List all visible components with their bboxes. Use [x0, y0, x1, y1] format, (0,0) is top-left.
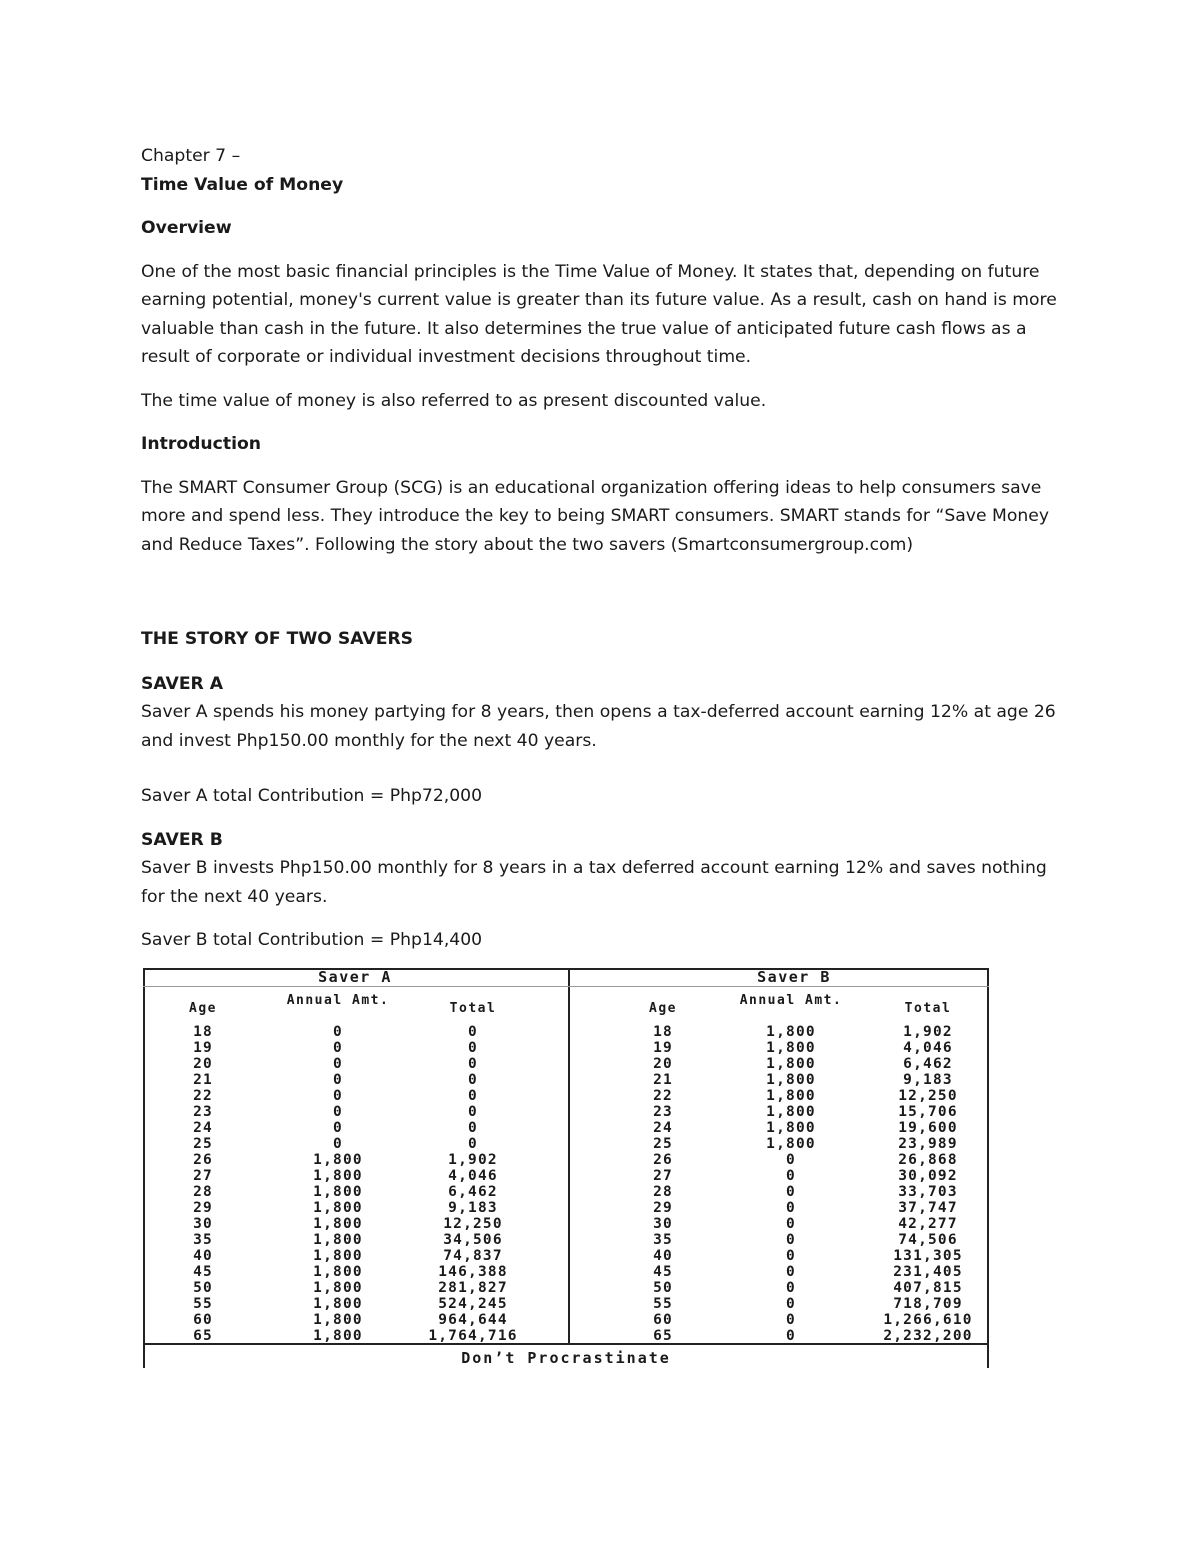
table-row — [143, 1328, 989, 1344]
cell-age-a: 30 — [193, 1216, 213, 1232]
cell-total-a: 0 — [468, 1024, 478, 1040]
cell-age-a: 60 — [193, 1312, 213, 1328]
cell-total-a: 0 — [468, 1040, 478, 1056]
table-row — [143, 1296, 989, 1312]
chapter-label: Chapter 7 – — [141, 146, 241, 166]
cell-total-b: 33,703 — [898, 1184, 958, 1200]
saver-a-total: Saver A total Contribution = Php72,000 — [141, 786, 483, 806]
cell-age-a: 23 — [193, 1104, 213, 1120]
cell-age-a: 21 — [193, 1072, 213, 1088]
cell-annual-b: 1,800 — [766, 1024, 816, 1040]
cell-total-b: 131,305 — [893, 1248, 963, 1264]
table-row — [143, 1088, 989, 1104]
cell-total-b: 4,046 — [903, 1040, 953, 1056]
cell-total-b: 19,600 — [898, 1120, 958, 1136]
cell-annual-a: 1,800 — [313, 1184, 363, 1200]
cell-age-a: 65 — [193, 1328, 213, 1344]
overview-paragraph: One of the most basic financial principles is the Time Value of Money. It states that, depending on future earning potential, money's current value is greater than its future value. As a result, cash on hand is more valuable than cash in the future. It also determines the true value of anticipated future cash flows as a result of corporate or individual investment decisions throughout time. — [141, 261, 1057, 367]
cell-age-b: 65 — [653, 1328, 673, 1344]
cell-age-a: 24 — [193, 1120, 213, 1136]
cell-age-a: 35 — [193, 1232, 213, 1248]
table-row — [143, 1312, 989, 1328]
cell-age-b: 28 — [653, 1184, 673, 1200]
saver-a-heading: SAVER A — [141, 673, 224, 694]
cell-total-a: 964,644 — [438, 1312, 508, 1328]
table-row — [143, 1120, 989, 1136]
cell-age-b: 30 — [653, 1216, 673, 1232]
cell-total-b: 42,277 — [898, 1216, 958, 1232]
cell-annual-a: 0 — [333, 1136, 343, 1152]
table-row — [143, 1072, 989, 1088]
cell-total-a: 146,388 — [438, 1264, 508, 1280]
cell-annual-b: 1,800 — [766, 1072, 816, 1088]
cell-total-a: 0 — [468, 1056, 478, 1072]
saver-a-title: Saver A — [318, 968, 392, 986]
cell-age-b: 27 — [653, 1168, 673, 1184]
cell-age-a: 22 — [193, 1088, 213, 1104]
cell-annual-b: 0 — [786, 1248, 796, 1264]
cell-age-b: 29 — [653, 1200, 673, 1216]
saver-b-total: Saver B total Contribution = Php14,400 — [141, 930, 483, 950]
cell-annual-b: 0 — [786, 1328, 796, 1344]
saver-b-text: Saver B invests Php150.00 monthly for 8 years in a tax deferred account earning 12% and saves nothing for the next 40 years. — [141, 858, 1047, 907]
cell-annual-b: 0 — [786, 1264, 796, 1280]
table-header-rule — [143, 986, 989, 987]
introduction-heading: Introduction — [141, 434, 262, 454]
table-row — [143, 1104, 989, 1120]
cell-annual-a: 1,800 — [313, 1280, 363, 1296]
cell-total-a: 0 — [468, 1120, 478, 1136]
cell-annual-b: 0 — [786, 1216, 796, 1232]
cell-annual-a: 1,800 — [313, 1200, 363, 1216]
cell-age-b: 26 — [653, 1152, 673, 1168]
table-row — [143, 1168, 989, 1184]
cell-total-a: 0 — [468, 1104, 478, 1120]
cell-annual-b: 0 — [786, 1184, 796, 1200]
cell-age-a: 20 — [193, 1056, 213, 1072]
cell-total-b: 74,506 — [898, 1232, 958, 1248]
cell-annual-b: 0 — [786, 1232, 796, 1248]
table-row — [143, 1040, 989, 1056]
cell-age-a: 29 — [193, 1200, 213, 1216]
saver-b-heading: SAVER B — [141, 829, 223, 850]
cell-age-b: 22 — [653, 1088, 673, 1104]
cell-annual-b: 1,800 — [766, 1040, 816, 1056]
cell-annual-a: 1,800 — [313, 1168, 363, 1184]
cell-total-a: 1,902 — [448, 1152, 498, 1168]
cell-annual-a: 1,800 — [313, 1328, 363, 1344]
table-row — [143, 1024, 989, 1040]
cell-total-a: 9,183 — [448, 1200, 498, 1216]
cell-age-a: 28 — [193, 1184, 213, 1200]
cell-age-b: 55 — [653, 1296, 673, 1312]
cell-age-b: 23 — [653, 1104, 673, 1120]
cell-annual-b: 0 — [786, 1296, 796, 1312]
cell-total-a: 0 — [468, 1072, 478, 1088]
cell-annual-a: 0 — [333, 1056, 343, 1072]
cell-total-b: 718,709 — [893, 1296, 963, 1312]
cell-annual-a: 0 — [333, 1120, 343, 1136]
cell-total-b: 1,902 — [903, 1024, 953, 1040]
page-title: Time Value of Money — [141, 174, 344, 195]
cell-annual-a: 1,800 — [313, 1152, 363, 1168]
cell-annual-b: 0 — [786, 1200, 796, 1216]
cell-total-b: 15,706 — [898, 1104, 958, 1120]
col-header-total-a: Total — [449, 1001, 497, 1016]
cell-annual-b: 1,800 — [766, 1120, 816, 1136]
cell-age-b: 18 — [653, 1024, 673, 1040]
cell-age-b: 24 — [653, 1120, 673, 1136]
cell-annual-b: 1,800 — [766, 1056, 816, 1072]
table-row — [143, 1248, 989, 1264]
cell-annual-a: 1,800 — [313, 1248, 363, 1264]
cell-annual-b: 0 — [786, 1312, 796, 1328]
col-header-total-b: Total — [904, 1001, 952, 1016]
cell-age-a: 18 — [193, 1024, 213, 1040]
cell-total-b: 407,815 — [893, 1280, 963, 1296]
cell-age-a: 19 — [193, 1040, 213, 1056]
cell-age-a: 27 — [193, 1168, 213, 1184]
cell-age-a: 50 — [193, 1280, 213, 1296]
cell-age-b: 45 — [653, 1264, 673, 1280]
story-heading: THE STORY OF TWO SAVERS — [141, 629, 414, 649]
table-rows — [143, 1024, 989, 1344]
cell-age-a: 45 — [193, 1264, 213, 1280]
table-row — [143, 1264, 989, 1280]
cell-age-b: 20 — [653, 1056, 673, 1072]
cell-total-b: 26,868 — [898, 1152, 958, 1168]
cell-age-a: 40 — [193, 1248, 213, 1264]
cell-annual-b: 1,800 — [766, 1104, 816, 1120]
cell-annual-a: 1,800 — [313, 1264, 363, 1280]
cell-total-b: 23,989 — [898, 1136, 958, 1152]
cell-annual-b: 0 — [786, 1152, 796, 1168]
overview-paragraph-2: The time value of money is also referred to as present discounted value. — [141, 390, 767, 411]
cell-age-b: 25 — [653, 1136, 673, 1152]
cell-total-b: 37,747 — [898, 1200, 958, 1216]
table-footer: Don’t Procrastinate — [461, 1349, 671, 1367]
cell-total-b: 1,266,610 — [883, 1312, 973, 1328]
overview-heading: Overview — [141, 218, 232, 238]
cell-annual-b: 0 — [786, 1168, 796, 1184]
cell-annual-a: 1,800 — [313, 1232, 363, 1248]
cell-total-b: 2,232,200 — [883, 1328, 973, 1344]
cell-annual-a: 1,800 — [313, 1296, 363, 1312]
cell-total-a: 4,046 — [448, 1168, 498, 1184]
cell-total-b: 231,405 — [893, 1264, 963, 1280]
table-row — [143, 1232, 989, 1248]
col-header-age-a: Age — [189, 1001, 217, 1016]
cell-annual-a: 0 — [333, 1088, 343, 1104]
document-body — [141, 142, 1061, 955]
table-row — [143, 1136, 989, 1152]
cell-age-a: 25 — [193, 1136, 213, 1152]
savers-table — [143, 968, 989, 1368]
cell-annual-b: 0 — [786, 1280, 796, 1296]
cell-annual-a: 1,800 — [313, 1216, 363, 1232]
cell-age-b: 40 — [653, 1248, 673, 1264]
saver-a-text: Saver A spends his money partying for 8 years, then opens a tax-deferred account earning 12% at age 26 and invest Php150.00 monthly for the next 40 years. — [141, 702, 1056, 751]
cell-age-b: 35 — [653, 1232, 673, 1248]
table-row — [143, 1056, 989, 1072]
cell-total-a: 524,245 — [438, 1296, 508, 1312]
cell-total-b: 30,092 — [898, 1168, 958, 1184]
cell-total-a: 74,837 — [443, 1248, 503, 1264]
cell-annual-a: 0 — [333, 1040, 343, 1056]
cell-annual-a: 0 — [333, 1104, 343, 1120]
cell-total-a: 0 — [468, 1136, 478, 1152]
cell-age-a: 26 — [193, 1152, 213, 1168]
cell-age-b: 19 — [653, 1040, 673, 1056]
cell-total-a: 0 — [468, 1088, 478, 1104]
table-row — [143, 1184, 989, 1200]
cell-total-a: 281,827 — [438, 1280, 508, 1296]
cell-total-a: 34,506 — [443, 1232, 503, 1248]
table-row — [143, 1152, 989, 1168]
table-row — [143, 1280, 989, 1296]
cell-age-b: 60 — [653, 1312, 673, 1328]
table-row — [143, 1216, 989, 1232]
cell-annual-b: 1,800 — [766, 1088, 816, 1104]
col-header-annual-b: Annual Amt. — [739, 993, 843, 1008]
cell-age-b: 21 — [653, 1072, 673, 1088]
col-header-age-b: Age — [649, 1001, 677, 1016]
cell-total-a: 1,764,716 — [428, 1328, 518, 1344]
cell-age-a: 55 — [193, 1296, 213, 1312]
cell-total-b: 6,462 — [903, 1056, 953, 1072]
cell-annual-a: 1,800 — [313, 1312, 363, 1328]
cell-total-a: 6,462 — [448, 1184, 498, 1200]
cell-total-b: 12,250 — [898, 1088, 958, 1104]
col-header-annual-a: Annual Amt. — [286, 993, 390, 1008]
table-row — [143, 1200, 989, 1216]
introduction-paragraph: The SMART Consumer Group (SCG) is an educational organization offering ideas to help consumers save more and spend less. They introduce the key to being SMART consumers. SMART stands for “Save Money and Reduce Taxes”. Following the story about the two savers (Smartconsumergroup.com) — [141, 477, 1049, 555]
saver-b-title: Saver B — [757, 968, 831, 986]
cell-total-b: 9,183 — [903, 1072, 953, 1088]
cell-annual-a: 0 — [333, 1024, 343, 1040]
cell-annual-a: 0 — [333, 1072, 343, 1088]
cell-annual-b: 1,800 — [766, 1136, 816, 1152]
cell-total-a: 12,250 — [443, 1216, 503, 1232]
cell-age-b: 50 — [653, 1280, 673, 1296]
